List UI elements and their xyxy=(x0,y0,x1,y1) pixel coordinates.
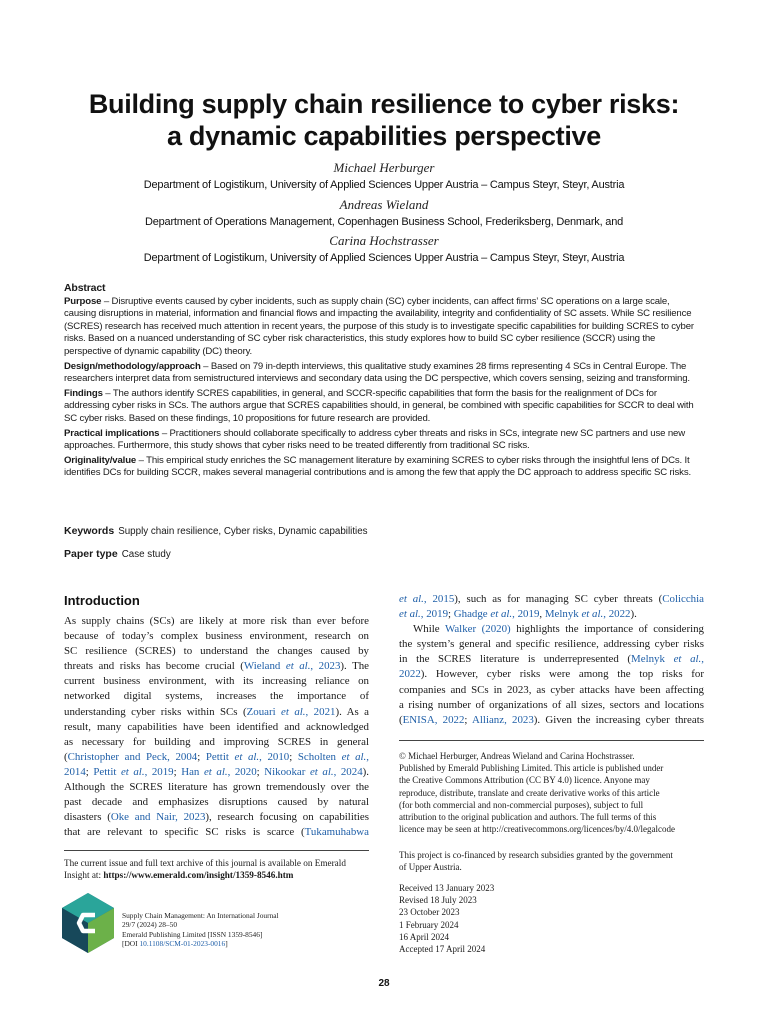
text-line: as necessary for building and improving SCRES in general xyxy=(64,735,369,748)
text-line: Although the SCRES literature has grown tremendously over the xyxy=(64,781,369,794)
abstract-design xyxy=(64,361,704,386)
citation-etal: et al. xyxy=(341,750,367,763)
text-line xyxy=(64,810,369,825)
citation-link[interactable]: Christopher and Peck, 2004 xyxy=(67,750,198,763)
citation-etal: et al. xyxy=(234,750,260,763)
text-line xyxy=(399,652,704,667)
text: ). The xyxy=(340,660,369,673)
author-affiliation: Department of Operations Management, Copenhagen Business School, Frederiksberg, Denmark, and xyxy=(144,216,624,228)
citation-year: , 2023 xyxy=(310,660,341,673)
journal-issue: 29/7 (2024) 28–50 xyxy=(122,920,178,930)
text: ( xyxy=(64,750,68,763)
date-line: 23 October 2023 xyxy=(399,907,460,918)
right-column-text xyxy=(399,592,704,728)
author-affiliation: Department of Logistikum, University of Applied Sciences Upper Austria – Campus Steyr, Steyr, Austria xyxy=(143,252,625,264)
text-line xyxy=(399,713,704,728)
text: ). xyxy=(630,608,637,621)
citation-link[interactable] xyxy=(247,706,336,718)
abstract xyxy=(64,282,704,482)
keywords-label: Keywords xyxy=(64,525,115,537)
archive-notice xyxy=(64,857,374,881)
text-line xyxy=(64,750,369,765)
date-line: Revised 18 July 2023 xyxy=(399,895,477,906)
text: ; xyxy=(448,608,454,621)
citation-link[interactable]: Allianz, 2023 xyxy=(472,713,534,726)
paper-type-value: Case study xyxy=(121,549,171,560)
citation-link[interactable] xyxy=(244,660,341,672)
text: , xyxy=(539,608,545,621)
paper-title-line-2: a dynamic capabilities perspective xyxy=(166,121,601,151)
text-line: past decade and emphasizes disruptions caused by natural xyxy=(64,796,369,809)
text: understanding cyber risks within SCs ( xyxy=(64,705,247,718)
funding-line: This project is co-financed by research subsidies granted by the government xyxy=(399,850,673,860)
abstract-label: Purpose xyxy=(64,295,102,307)
citation-etal: et al. xyxy=(399,593,424,605)
text: ; xyxy=(289,750,298,763)
abstract-findings xyxy=(64,388,704,426)
abstract-text: – This empirical study enriches the SC management literature by examining SCRES to cyber risks through the insightful lens of DCs. It identifies DCs for building SCCR, makes several managerial contributions and is among the few that apply the DC approach to address specific SC risks. xyxy=(64,454,691,479)
citation-link[interactable] xyxy=(206,751,289,763)
abstract-text: – The authors identify SCRES capabilities, in general, and SCCR-specific capabilities that form the basis for the realignment of DCs for addressing cyber risks in SCs. The authors argue that SCRES capabilities should, in general, be combined with specific capabilities for SCCR to deal with SC cyber risks. Based on these findings, 10 propositions for future research are provided. xyxy=(64,387,694,424)
citation-comma: , xyxy=(701,653,704,666)
copyright-notice xyxy=(399,750,704,835)
text-line: companies and SCs in 2023, as cyber attacks have been affecting xyxy=(399,683,704,696)
text: ), research focusing on capabilities xyxy=(205,811,369,824)
author-affiliation: Department of Logistikum, University of Applied Sciences Upper Austria – Campus Steyr, Steyr, Austria xyxy=(143,179,625,191)
keywords-value: Supply chain resilience, Cyber risks, Dynamic capabilities xyxy=(118,526,368,537)
emerald-logo-icon xyxy=(62,893,114,953)
text: ), such as for managing SC cyber threats ( xyxy=(454,593,663,605)
archive-notice-line xyxy=(64,869,374,881)
text-line xyxy=(64,765,369,780)
text-line: As supply chains (SCs) are likely at more risk than ever before xyxy=(64,615,369,627)
journal-publisher: Emerald Publishing Limited [ISSN 1359-8546] xyxy=(122,929,263,939)
text: in the SCRES literature is underrepresented ( xyxy=(399,653,632,666)
abstract-heading: Abstract xyxy=(64,282,106,294)
paper-title xyxy=(40,88,728,152)
journal-name: Supply Chain Management: An International Journal xyxy=(122,911,279,920)
citation-etal: et al. xyxy=(399,608,421,621)
copyright-line: (for both commercial and non-commercial purposes), subject to full xyxy=(399,799,644,810)
doi-suffix: ] xyxy=(225,938,228,948)
citation-author: Nikookar xyxy=(264,765,306,778)
left-column-text xyxy=(64,614,369,840)
citation-etal: et al. xyxy=(490,608,513,621)
copyright-line: Published by Emerald Publishing Limited. This article is published under xyxy=(399,763,664,774)
citation-etal: et al. xyxy=(203,765,228,778)
date-line: 16 April 2024 xyxy=(399,931,450,942)
citation-etal: et al. xyxy=(285,660,311,673)
citation-etal: et al. xyxy=(120,765,145,778)
citation-link[interactable]: 2014 xyxy=(64,765,86,778)
citation-author: Ghadge xyxy=(453,608,488,621)
page-number: 28 xyxy=(378,978,390,989)
text-line xyxy=(64,659,369,674)
citation-etal: et al. xyxy=(309,765,334,778)
text-line xyxy=(399,667,704,682)
citation-link[interactable] xyxy=(264,766,362,778)
doi-prefix: [DOI xyxy=(122,938,140,948)
abstract-text: – Practitioners should collaborate specifically to address cyber threats and risks in SCs, integrate new SC partners and use new approaches. Furthermore, this study shows that cyber risks need to be treated differently from traditional SC risks. xyxy=(64,427,685,452)
citation-link[interactable]: ENISA, 2022 xyxy=(402,713,465,726)
citation-author: Scholten xyxy=(297,750,336,763)
citation-year: , 2019 xyxy=(144,765,174,778)
citation-link[interactable] xyxy=(399,593,454,605)
text-line: networked digital systems, increases the importance of xyxy=(64,690,369,703)
text: ). However, cyber risks were among the top risks for xyxy=(420,668,704,681)
citation-author: Wieland xyxy=(243,660,281,673)
archive-notice-line: The current issue and full text archive of this journal is available on Emerald xyxy=(64,858,346,868)
citation-link[interactable] xyxy=(399,608,448,620)
citation-author: Zouari xyxy=(246,705,276,718)
doi-link[interactable]: 10.1108/SCM-01-2023-0016 xyxy=(139,938,226,948)
copyright-line: reproduce, distribute, translate and create derivative works of this article xyxy=(399,787,660,798)
citation-etal: et al. xyxy=(581,608,604,621)
citation-comma: , xyxy=(366,750,369,763)
copyright-divider xyxy=(399,740,704,741)
text: ( xyxy=(399,713,403,726)
journal-doi xyxy=(122,939,279,948)
citation-year: , 2024 xyxy=(333,765,363,778)
section-heading-introduction: Introduction xyxy=(64,593,140,608)
text-line: SC resilience (SCRES) to understand the changes caused by xyxy=(64,645,369,658)
citation-year: , 2020 xyxy=(227,765,257,778)
funding-line: of Upper Austria. xyxy=(399,862,462,873)
journal-info xyxy=(122,911,279,948)
text-line: result, many capabilities have been identified and acknowledged xyxy=(64,720,369,733)
citation-year: , 2022 xyxy=(603,608,631,621)
date-line: 1 February 2024 xyxy=(399,919,459,930)
copyright-line: licence may be seen at http://creativecommons.org/licences/by/4.0/legalcode xyxy=(399,824,675,835)
citation-link[interactable] xyxy=(298,751,369,763)
copyright-line: attribution to the original publication and authors. The full terms of this xyxy=(399,812,657,823)
citation-year: , 2019 xyxy=(512,608,540,621)
paper-type-label: Paper type xyxy=(64,548,118,560)
text: disasters ( xyxy=(64,811,111,824)
text: While xyxy=(413,623,445,636)
citation-etal: et al. xyxy=(673,653,702,666)
citation-year: , 2010 xyxy=(259,750,290,763)
text-line xyxy=(399,607,704,622)
citation-year: , 2021 xyxy=(305,705,336,718)
citation-author: Han xyxy=(181,765,200,778)
citation-link[interactable]: Oke and Nair, 2023 xyxy=(110,811,206,824)
citation-etal: et al. xyxy=(281,705,306,718)
text: ). xyxy=(362,765,370,778)
citation-author: Pettit xyxy=(205,750,229,763)
archive-notice-prefix: Insight at: xyxy=(64,870,104,881)
author-name: Michael Herburger xyxy=(333,160,435,175)
text-line xyxy=(399,622,704,637)
author-name: Andreas Wieland xyxy=(339,197,429,212)
citation-link[interactable] xyxy=(93,766,173,778)
abstract-text: – Disruptive events caused by cyber incidents, such as supply chain (SC) cyber incidents, can affect firms’ SC operations on a large scale, causing disruptions in material, information and financial flows and impacting the availability, integrity and confidentiality of SC assets. While SC resilience (SCRES) research has received much attention in recent years, the purpose of this study is to investigate specific capabilities for building SCRES to cyber risks. Based on a nuanced understanding of SC cyber risk characteristics, this study explores how to build SC cyber resilience (SCCR) using the perspective of dynamic capability (DC) theory. xyxy=(64,295,694,357)
text-line xyxy=(399,592,704,607)
keywords xyxy=(64,525,704,537)
received-dates xyxy=(399,882,599,955)
text: ; xyxy=(256,765,265,778)
text: ; xyxy=(464,713,473,726)
abstract-label: Practical implications xyxy=(64,427,160,439)
text-line: the system’s general and specific resilience, addressing cyber risks xyxy=(399,638,704,651)
funding-note xyxy=(399,849,709,873)
citation-link[interactable]: Colicchia xyxy=(662,593,704,605)
citation-link[interactable]: 2022 xyxy=(399,668,421,681)
citation-year: , 2015 xyxy=(423,593,455,605)
date-line: Accepted 17 April 2024 xyxy=(399,944,486,955)
paper-title-line-1: Building supply chain resilience to cyber risks: xyxy=(88,89,680,119)
abstract-purpose xyxy=(64,296,704,359)
text-line: a rising number of organizations of all sizes, sectors and locations xyxy=(399,698,704,711)
abstract-text: – Based on 79 in-depth interviews, this qualitative study examines 28 firms representing 4 SCs in Central Europe. The researchers interpret data from semistructured interviews and secondary data using the DC perspective, which covers sensing, seizing and transforming. xyxy=(64,360,690,385)
text-line xyxy=(64,705,369,720)
text: ). Given the increasing cyber threats xyxy=(533,713,704,726)
text-line xyxy=(64,825,369,840)
date-line: Received 13 January 2023 xyxy=(399,883,495,893)
text: ; xyxy=(173,765,182,778)
text: ; xyxy=(197,750,206,763)
abstract-practical xyxy=(64,428,704,453)
text-line: because of today’s complex business environment, research on xyxy=(64,630,369,643)
author-name: Carina Hochstrasser xyxy=(329,233,439,248)
copyright-line: © Michael Herburger, Andreas Wieland and Carina Hochstrasser. xyxy=(399,751,635,761)
citation-link[interactable]: Walker (2020) xyxy=(444,623,511,636)
citation-author: Melnyk xyxy=(631,653,665,666)
text: highlights the importance of considering xyxy=(510,623,705,636)
citation-author: Pettit xyxy=(93,765,117,778)
footnote-divider xyxy=(64,850,369,851)
citation-link[interactable] xyxy=(181,766,256,778)
citation-year: , 2019 xyxy=(420,608,449,621)
copyright-line: the Creative Commons Attribution (CC BY 4.0) licence. Anyone may xyxy=(399,775,650,786)
citation-author: Melnyk xyxy=(544,608,579,621)
abstract-label: Originality/value xyxy=(64,454,137,466)
citation-link[interactable] xyxy=(631,653,704,665)
citation-link[interactable]: Tukamuhabwa xyxy=(304,826,369,839)
abstract-originality xyxy=(64,455,704,480)
paper-type xyxy=(64,548,704,560)
text: that are relevant to specific SC risks is scarce ( xyxy=(64,826,305,839)
abstract-label: Findings xyxy=(64,387,103,399)
archive-url-link[interactable]: https://www.emerald.com/insight/1359-8546.htm xyxy=(103,870,294,881)
text: ; xyxy=(85,765,94,778)
text-line: current business environment, with its increasing reliance on xyxy=(64,675,369,688)
abstract-label: Design/methodology/approach xyxy=(64,360,201,372)
citation-link[interactable] xyxy=(545,608,631,620)
text: ). As a xyxy=(335,705,369,718)
text: threats and risks has become crucial ( xyxy=(64,660,244,673)
citation-link[interactable] xyxy=(454,608,540,620)
